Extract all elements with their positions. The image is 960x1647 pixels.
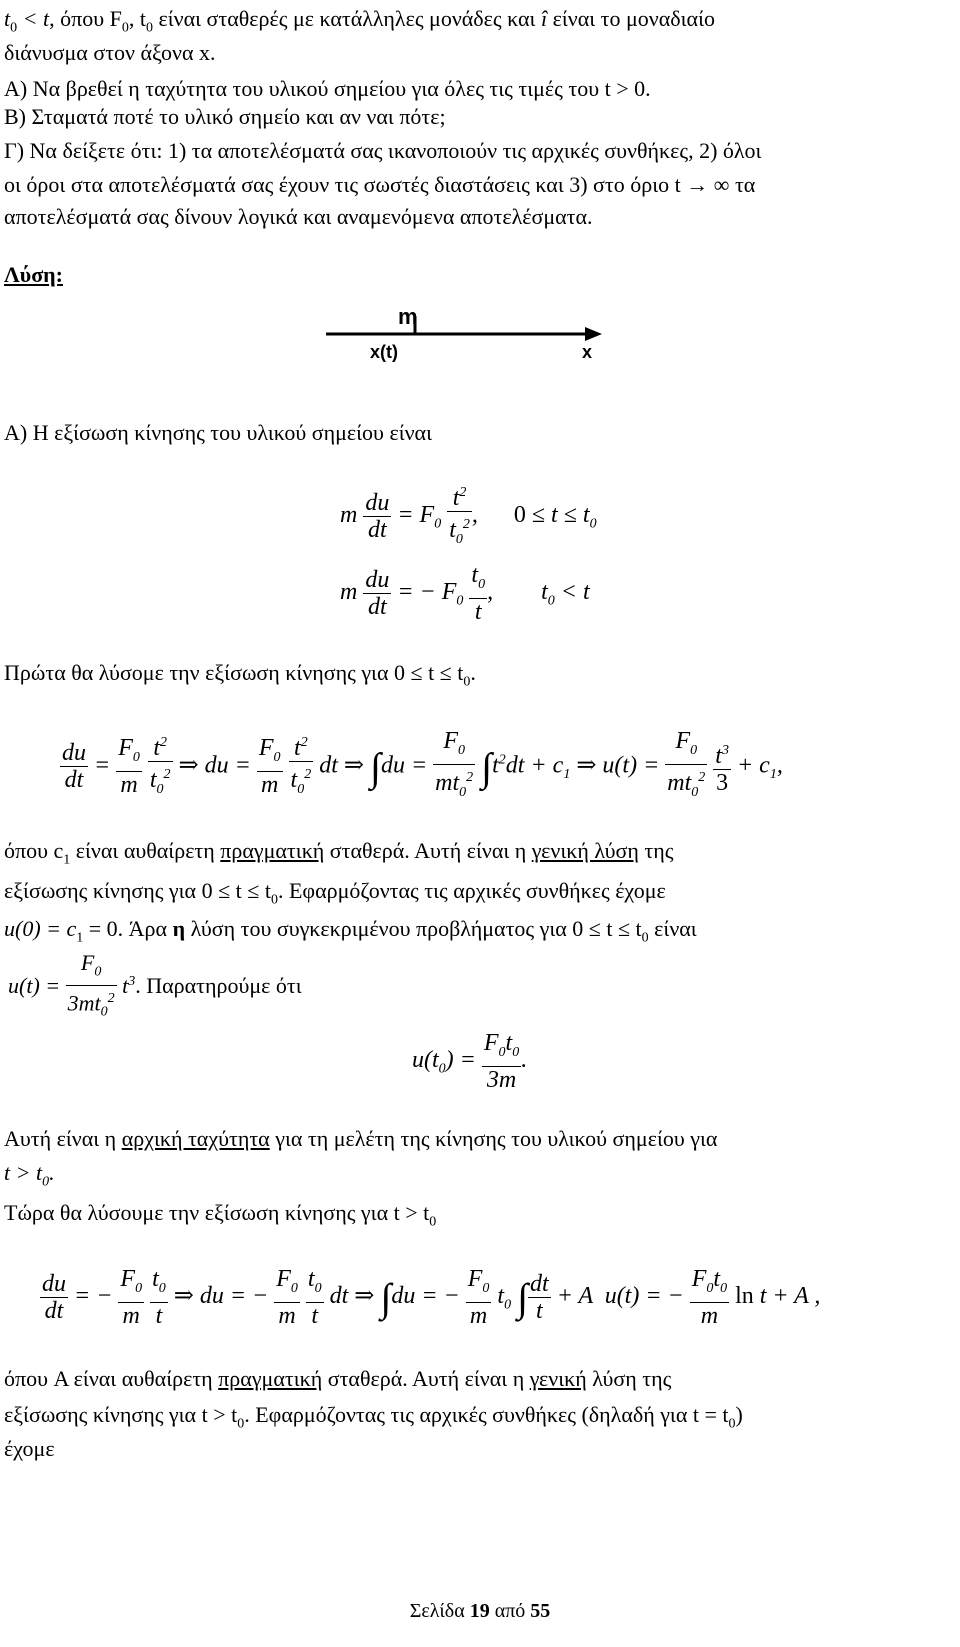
initial-velocity-note: Αυτή είναι η αρχική ταχύτητα για τη μελέτη της κίνησης του υλικού σημείου για [4,1126,718,1151]
equation-chain-1: $\frac{du}{dt}$ = $\frac{F_0}{m}$ $\frac{t^2}{t_0^2}$ ⇒ du = $\frac{F_0}{m}$ $\frac{t^2}{t_0^2}$ dt ⇒ ∫du = $\frac{F_0}{mt_0^2}$ $\int t^2dt + c_1$ ⇒ u(t) = $\frac{F_0}{mt_0^2}$ $\frac{t^3}{3}$ + $c_1$, [62,728,783,800]
equation-motion-2: m $\frac{du}{dt}$ = − $F_0$ $\frac{t_0}{t}$ , $t_0 < t$ [340,562,590,625]
equation-motion-1: m $\frac{du}{dt}$ = $F_0$ $\frac{t^2}{t_0^2}$ , $0 \le t \le t_0$ [340,480,597,553]
second-solve-line: Τώρα θα λύσουμε την εξίσωση κίνησης για $t > t_0$ [4,1200,437,1230]
position-label: x(t) [370,342,398,362]
general-solution-note-2: όπου A είναι αυθαίρετη πραγματική σταθερά. Αυτή είναι η γενική λύση της [4,1366,672,1391]
question-c-1: Γ) Να δείξετε ότι: 1) τα αποτελέσματά σας ικανοποιούν τις αρχικές συνθήκες, 2) όλοι [4,138,762,163]
initial-conditions-line-2: εξίσωσης κίνησης για $t > t_0$. Εφαρμόζοντας τις αρχικές συνθήκες (δηλαδή για $t = t_0$) [4,1402,743,1432]
page-footer: Σελίδα 19 από 55 [409,1600,551,1622]
condition-line: $t > t_0$. [4,1160,55,1190]
axis-label: x [582,342,593,362]
initial-conditions-line: εξίσωσης κίνησης για $0 \le t \le t_0$. Εφαρμόζοντας τις αρχικές συνθήκες έχομε [4,878,666,908]
specific-solution-line: $u(0) = c_1 = 0$. Άρα η λύση του συγκεκριμένου προβλήματος για $0 \le t \le t_0$ είναι [4,916,697,946]
page-total: 55 [530,1600,551,1622]
first-solve-line: Πρώτα θα λύσομε την εξίσωση κίνησης για $0 \le t \le t_0$. [4,660,476,690]
motion-diagram [320,300,620,370]
specific-solution-equation: u(t) = $\frac{F_0}{3mt_0^2}$ $t^3$. Παρατηρούμε ότι [8,950,302,1021]
general-solution-note: όπου $c_1$ είναι αυθαίρετη πραγματική σταθερά. Αυτή είναι η γενική λύση της [4,838,674,868]
solution-title: Λύση: [4,262,63,287]
equation-chain-2: $\frac{du}{dt}$ = − $\frac{F_0}{m}$ $\frac{t_0}{t}$ ⇒ du = − $\frac{F_0}{m}$ $\frac{t_0}{t}$ dt ⇒ ∫du = − $\frac{F_0}{m}$ $t_0$ ∫ $\frac{dt}{t}$ + A u(t) = − $\frac{F_0t_0}{m}$ ln t + A , [42,1266,821,1329]
initial-velocity-equation: $u(t_0)$ = $\frac{F_0t_0}{3m}$ . [412,1030,528,1093]
part-a-intro: Α) Η εξίσωση κίνησης του υλικού σημείου είναι [4,420,433,445]
question-c-3: αποτελέσματά σας δίνουν λογικά και αναμενόμενα αποτελέσματα. [4,204,593,229]
final-word: έχομε [4,1436,55,1461]
page-number: 19 [469,1600,490,1622]
intro-line-2: διάνυσμα στον άξονα x. [4,40,216,65]
question-a: Α) Να βρεθεί η ταχύτητα του υλικού σημείου για όλες τις τιμές του t > 0. [4,76,651,101]
mass-label: m [398,304,418,329]
question-b: Β) Σταματά ποτέ το υλικό σημείο και αν ναι πότε; [4,104,446,129]
intro-line-1: $t_0 < t$, όπου $F_0$, $t_0$ είναι σταθερές με κατάλληλες μονάδες και î είναι το μοναδιαίο [4,6,715,36]
question-c-2: οι όροι στα αποτελέσματά σας έχουν τις σωστές διαστάσεις και 3) στο όριο t → ∞ τα [4,172,756,197]
